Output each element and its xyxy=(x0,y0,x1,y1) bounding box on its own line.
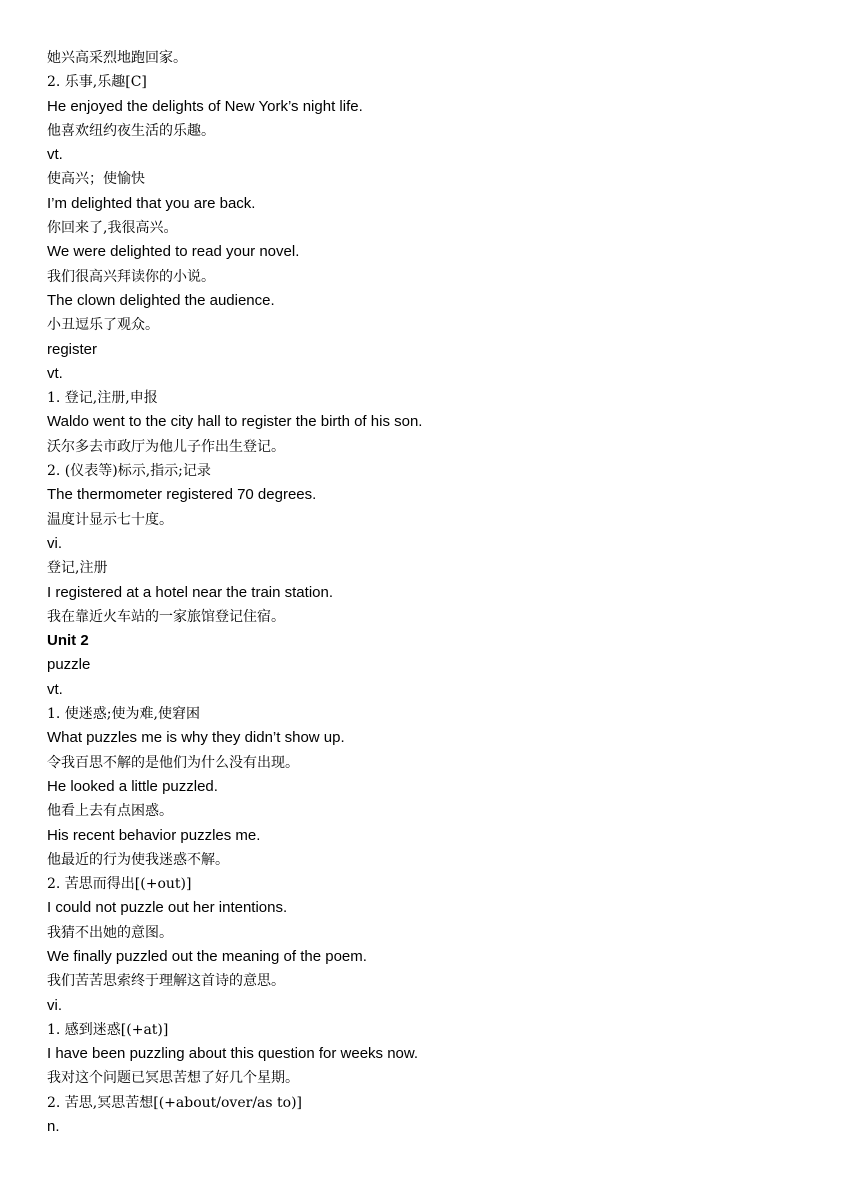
english-line: vt. xyxy=(47,680,63,698)
chinese-line: 登记,注册 xyxy=(47,560,108,577)
document-page xyxy=(47,46,827,1139)
english-line: His recent behavior puzzles me. xyxy=(47,826,261,844)
chinese-line: 2. 乐事,乐趣[C] xyxy=(47,74,147,91)
chinese-line: 她兴高采烈地跑回家。 xyxy=(47,50,187,66)
chinese-line: 你回来了,我很高兴。 xyxy=(47,220,178,237)
english-line: Waldo went to the city hall to register the birth of his son. xyxy=(47,413,423,431)
chinese-line: 沃尔多去市政厅为他儿子作出生登记。 xyxy=(47,438,285,455)
chinese-line: 我们苦苦思索终于理解这首诗的意思。 xyxy=(47,973,285,990)
english-line: I could not puzzle out her intentions. xyxy=(47,899,288,917)
chinese-line: 2. 苦思,冥思苦想[(+about/over/as to)] xyxy=(47,1094,303,1111)
chinese-line: 我们很高兴拜读你的小说。 xyxy=(47,268,215,285)
english-line: puzzle xyxy=(47,656,91,674)
english-line: He enjoyed the delights of New York’s night life. xyxy=(47,97,363,115)
chinese-line: 小丑逗乐了观众。 xyxy=(47,317,159,334)
chinese-line: 温度计显示七十度。 xyxy=(47,511,173,528)
chinese-line: 他看上去有点困惑。 xyxy=(47,803,173,820)
chinese-line: 2. 苦思而得出[(+out)] xyxy=(47,876,192,893)
english-line: The thermometer registered 70 degrees. xyxy=(47,486,317,504)
english-line: I’m delighted that you are back. xyxy=(47,194,256,212)
chinese-line: 令我百思不解的是他们为什么没有出现。 xyxy=(47,754,299,771)
section-heading: Unit 2 xyxy=(47,632,89,650)
english-line: We were delighted to read your novel. xyxy=(47,243,300,261)
chinese-line: 我在靠近火车站的一家旅馆登记住宿。 xyxy=(47,608,285,625)
chinese-line: 1. 登记,注册,申报 xyxy=(47,390,158,407)
chinese-line: 我猜不出她的意图。 xyxy=(47,924,173,941)
chinese-line: 他最近的行为使我迷惑不解。 xyxy=(47,851,229,868)
english-line: The clown delighted the audience. xyxy=(47,291,275,309)
chinese-line: 使高兴；使愉快 xyxy=(47,171,145,188)
chinese-line: 1. 感到迷惑[(+at)] xyxy=(47,1021,169,1038)
english-line: I registered at a hotel near the train station. xyxy=(47,583,334,601)
chinese-line: 2. (仪表等)标示,指示;记录 xyxy=(47,463,211,480)
english-line: I have been puzzling about this question for weeks now. xyxy=(47,1045,419,1063)
english-line: n. xyxy=(47,1118,60,1136)
chinese-line: 1. 使迷惑;使为难,使窘困 xyxy=(47,706,200,723)
english-line: What puzzles me is why they didn’t show up. xyxy=(47,729,345,747)
chinese-line: 他喜欢纽约夜生活的乐趣。 xyxy=(47,122,215,139)
chinese-line: 我对这个问题已冥思苦想了好几个星期。 xyxy=(47,1070,299,1087)
english-line: vi. xyxy=(47,534,62,552)
english-line: He looked a little puzzled. xyxy=(47,777,218,795)
english-line: vt. xyxy=(47,364,63,382)
english-line: register xyxy=(47,340,98,358)
english-line: We finally puzzled out the meaning of the poem. xyxy=(47,947,367,965)
english-line: vi. xyxy=(47,996,62,1014)
english-line: vt. xyxy=(47,146,63,164)
